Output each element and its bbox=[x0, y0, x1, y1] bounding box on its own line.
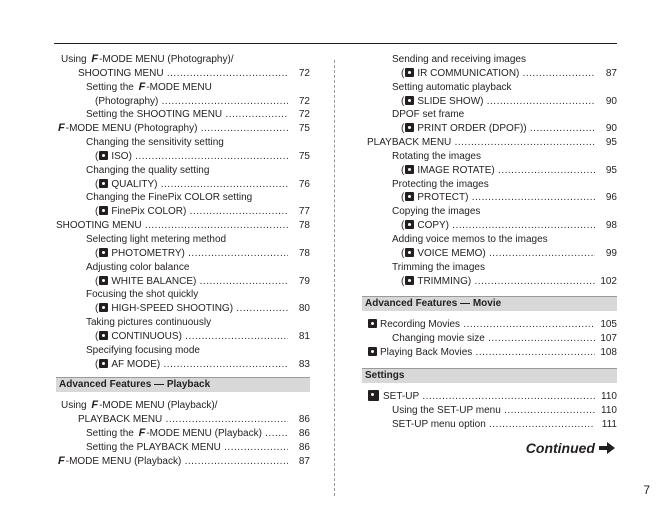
toc-entry: Changing the FinePix COLOR setting bbox=[86, 192, 253, 204]
continued-text: Continued bbox=[525, 440, 595, 456]
toc-entry[interactable]: ( COPY) ..... 98 bbox=[401, 219, 617, 233]
af-mode-icon bbox=[99, 359, 108, 368]
toc-entry[interactable]: ( ISO) ..... 75 bbox=[95, 150, 310, 164]
toc-entry: Changing the sensitivity setting bbox=[86, 137, 224, 149]
toc-entry: Sending and receiving images bbox=[392, 54, 526, 65]
toc-entry: Changing the quality setting bbox=[86, 164, 210, 176]
toc-entry[interactable]: Playing Back Movies ..... 108 bbox=[367, 346, 617, 360]
toc-entry[interactable]: (Photography) ..... 72 bbox=[95, 95, 310, 109]
setup-icon bbox=[368, 390, 379, 401]
f-mode-icon: F bbox=[58, 454, 65, 467]
toc-entry[interactable]: ( CONTINUOUS) ..... 81 bbox=[95, 330, 310, 344]
toc-entry[interactable]: SHOOTING MENU ..... 72 bbox=[78, 67, 310, 81]
section-header-settings: Settings bbox=[362, 368, 617, 383]
f-mode-icon: F bbox=[58, 122, 65, 135]
high-speed-icon bbox=[99, 303, 108, 312]
toc-entry[interactable]: F-MODE MENU (Photography) ..... 75 bbox=[56, 122, 310, 136]
toc-entry[interactable]: Changing movie size ..... 107 bbox=[392, 332, 617, 346]
toc-left-column bbox=[56, 53, 310, 469]
toc-entry: Rotating the images bbox=[392, 150, 481, 162]
continuous-icon bbox=[99, 331, 108, 340]
toc-entry[interactable]: ( PRINT ORDER (DPOF)) ..... 90 bbox=[401, 122, 617, 136]
toc-entry[interactable]: ( TRIMMING) ..... 102 bbox=[401, 275, 617, 289]
toc-entry: Selecting light metering method bbox=[86, 233, 227, 245]
toc-entry: DPOF set frame bbox=[392, 109, 465, 121]
toc-entry[interactable]: SET-UP ..... 110 bbox=[367, 390, 617, 404]
toc-entry: Protecting the images bbox=[392, 178, 489, 190]
voice-memo-icon bbox=[405, 248, 414, 257]
quality-icon bbox=[99, 179, 108, 188]
toc-entry[interactable]: F-MODE MENU (Playback) ..... 87 bbox=[56, 455, 310, 469]
column-divider bbox=[334, 60, 335, 496]
f-mode-icon: F bbox=[138, 427, 146, 440]
toc-entry[interactable]: Recording Movies ..... 105 bbox=[367, 318, 617, 332]
toc-entry[interactable]: PLAYBACK MENU ..... 86 bbox=[78, 413, 310, 427]
trimming-icon bbox=[405, 276, 414, 285]
toc-entry[interactable]: Setting the F-MODE MENU (Playback) ..... 86 bbox=[86, 427, 310, 441]
toc-entry[interactable]: ( AF MODE) ..... 83 bbox=[95, 358, 310, 372]
protect-icon bbox=[405, 192, 414, 201]
toc-entry: Focusing the shot quickly bbox=[86, 289, 199, 301]
toc-entry[interactable]: SHOOTING MENU ..... 78 bbox=[56, 219, 310, 233]
movie-camera-icon bbox=[368, 319, 377, 328]
arrow-right-icon bbox=[599, 442, 615, 454]
iso-icon bbox=[99, 151, 108, 160]
section-header-movie: Advanced Features — Movie bbox=[362, 296, 617, 311]
finepix-color-icon bbox=[99, 206, 108, 215]
toc-entry[interactable]: ( HIGH-SPEED SHOOTING) ..... 80 bbox=[95, 302, 310, 316]
f-mode-icon: F bbox=[138, 80, 146, 93]
image-rotate-icon bbox=[405, 165, 414, 174]
f-mode-icon: F bbox=[91, 53, 99, 65]
toc-entry[interactable]: SET-UP menu option ..... 111 bbox=[392, 418, 617, 432]
toc-right-column bbox=[362, 53, 617, 431]
toc-entry: Adding voice memos to the images bbox=[392, 233, 548, 245]
section-header-playback: Advanced Features — Playback bbox=[56, 377, 310, 392]
toc-entry: Trimming the images bbox=[392, 261, 485, 273]
toc-entry[interactable]: PLAYBACK MENU ..... 95 bbox=[367, 136, 617, 150]
continued-label bbox=[526, 440, 615, 456]
page-number: 7 bbox=[643, 483, 650, 497]
toc-entry[interactable]: Setting the SHOOTING MENU ..... 72 bbox=[86, 108, 310, 122]
photometry-icon bbox=[99, 248, 108, 257]
print-order-icon bbox=[405, 123, 414, 132]
toc-entry[interactable]: ( PROTECT) ..... 96 bbox=[401, 191, 617, 205]
toc-entry[interactable]: ( PHOTOMETRY) ..... 78 bbox=[95, 247, 310, 261]
ir-communication-icon bbox=[405, 68, 414, 77]
toc-entry[interactable]: ( IMAGE ROTATE) ..... 95 bbox=[401, 164, 617, 178]
toc-entry[interactable]: ( FinePix COLOR) ..... 77 bbox=[95, 205, 310, 219]
white-balance-icon bbox=[99, 276, 108, 285]
toc-entry: Setting the F-MODE MENU bbox=[86, 80, 212, 93]
toc-entry[interactable]: Using the SET-UP menu ..... 110 bbox=[392, 404, 617, 418]
f-mode-icon: F bbox=[91, 399, 99, 412]
top-rule bbox=[54, 43, 617, 44]
toc-entry: Using F-MODE MENU (Playback)/ bbox=[61, 399, 218, 412]
toc-entry[interactable]: ( VOICE MEMO) ..... 99 bbox=[401, 247, 617, 261]
toc-entry: Using F-MODE MENU (Photography)/ bbox=[61, 53, 234, 65]
toc-entry[interactable]: ( IR COMMUNICATION) ..... 87 bbox=[401, 67, 617, 81]
toc-entry: Copying the images bbox=[392, 206, 481, 218]
toc-entry: Adjusting color balance bbox=[86, 261, 190, 273]
toc-entry[interactable]: ( WHITE BALANCE) ..... 79 bbox=[95, 275, 310, 289]
toc-entry: Specifying focusing mode bbox=[86, 344, 200, 356]
toc-entry[interactable]: Setting the PLAYBACK MENU ..... 86 bbox=[86, 441, 310, 455]
copy-icon bbox=[405, 220, 414, 229]
toc-entry: Setting automatic playback bbox=[392, 81, 512, 93]
toc-entry[interactable]: ( SLIDE SHOW) ..... 90 bbox=[401, 95, 617, 109]
toc-entry: Taking pictures continuously bbox=[86, 317, 212, 329]
toc-entry[interactable]: ( QUALITY) ..... 76 bbox=[95, 178, 310, 192]
slide-show-icon bbox=[405, 96, 414, 105]
play-icon bbox=[368, 347, 377, 356]
